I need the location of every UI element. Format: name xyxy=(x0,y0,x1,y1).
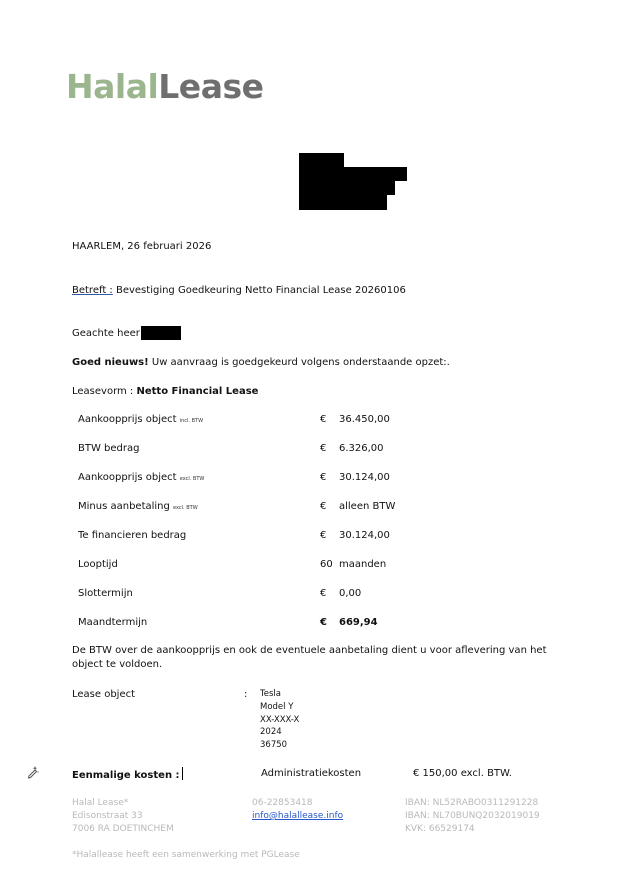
lease-object-label: Lease object xyxy=(72,689,136,700)
footer-email-link[interactable]: info@halallease.info xyxy=(252,811,344,821)
footer-company-name: Halal Lease* xyxy=(72,798,129,808)
lease-object-colon: : xyxy=(244,689,248,700)
row-value: alleen BTW xyxy=(339,501,396,512)
row-note: incl. BTW xyxy=(179,418,204,424)
lease-object-plate: XX-XXX-X xyxy=(260,715,300,725)
row-currency: € xyxy=(320,617,327,628)
row-value: 36.450,00 xyxy=(339,414,390,425)
row-label: Looptijd xyxy=(78,559,118,570)
row-label: Aankoopprijs object excl. BTW xyxy=(78,472,205,483)
subject-text: Bevestiging Goedkeuring Netto Financial Lease 20260106 xyxy=(112,285,406,296)
btw-notice-line-2: object te voldoen. xyxy=(72,659,163,670)
row-label: Maandtermijn xyxy=(78,617,148,628)
row-currency: € xyxy=(320,588,327,599)
redacted-address-line-3 xyxy=(299,181,395,195)
redacted-address-line-1 xyxy=(299,153,344,167)
text-cursor[interactable] xyxy=(182,767,183,780)
row-label: Te financieren bedrag xyxy=(78,530,187,541)
lease-form-label: Leasevorm : xyxy=(72,386,137,397)
date-line: HAARLEM, 26 februari 2026 xyxy=(72,241,212,252)
row-note: excl. BTW xyxy=(173,505,198,511)
row-label: BTW bedrag xyxy=(78,443,140,454)
row-currency: 60 xyxy=(320,559,333,570)
footer-city: 7006 RA DOETINCHEM xyxy=(72,824,174,834)
row-currency: € xyxy=(320,530,327,541)
redacted-address-line-4 xyxy=(299,195,387,210)
subject-label: Betreft : xyxy=(72,285,113,296)
btw-notice-line-1: De BTW over de aankoopprijs en ook de eventuele aanbetaling dient u voor aflevering van het xyxy=(72,645,547,656)
redacted-name xyxy=(141,326,181,340)
row-value: maanden xyxy=(339,559,387,570)
footer-iban-2: IBAN: NL70BUNQ2032019019 xyxy=(405,811,540,821)
row-value: 30.124,00 xyxy=(339,472,390,483)
one-time-costs-amount: € 150,00 excl. BTW. xyxy=(413,768,512,779)
lease-form-line xyxy=(72,386,258,397)
row-currency: € xyxy=(320,501,327,512)
lease-object-model: Model Y xyxy=(260,702,294,712)
row-value: 669,94 xyxy=(339,617,378,628)
row-value: 6.326,00 xyxy=(339,443,384,454)
row-label: Minus aanbetaling excl. BTW xyxy=(78,501,198,512)
good-news-bold: Goed nieuws! xyxy=(72,357,149,368)
row-value: 0,00 xyxy=(339,588,362,599)
lease-form-value: Netto Financial Lease xyxy=(136,386,259,397)
footer-kvk: KVK: 66529174 xyxy=(405,824,475,834)
good-news-line xyxy=(72,357,450,368)
lease-object-year: 2024 xyxy=(260,727,282,737)
footer-phone: 06-22853418 xyxy=(252,798,313,808)
logo-part-halal: Halal xyxy=(66,67,159,106)
row-currency: € xyxy=(320,443,327,454)
redacted-address-line-2 xyxy=(299,167,407,181)
row-value: 30.124,00 xyxy=(339,530,390,541)
footer-street: Edisonstraat 33 xyxy=(72,811,143,821)
row-label: Slottermijn xyxy=(78,588,133,599)
row-note: excl. BTW xyxy=(179,476,205,482)
lease-object-mileage: 36750 xyxy=(260,740,288,750)
logo-part-lease: Lease xyxy=(158,67,264,106)
one-time-costs-item: Administratiekosten xyxy=(261,768,362,779)
company-logo xyxy=(66,67,264,106)
row-currency: € xyxy=(320,472,327,483)
sparkle-pen-icon[interactable] xyxy=(26,765,40,779)
footer-iban-1: IBAN: NL52RABO0311291228 xyxy=(405,798,539,808)
row-currency: € xyxy=(320,414,327,425)
footer-note: *Halallease heeft een samenwerking met PGLease xyxy=(72,850,300,860)
salutation xyxy=(72,328,140,339)
good-news-rest: Uw aanvraag is goedgekeurd volgens onderstaande opzet:. xyxy=(148,357,450,368)
lease-object-brand: Tesla xyxy=(260,689,281,699)
row-label: Aankoopprijs object incl. BTW xyxy=(78,414,204,425)
salutation-text: Geachte heer xyxy=(72,328,140,339)
one-time-costs-label: Eenmalige kosten : xyxy=(72,767,183,781)
subject-line xyxy=(72,285,406,296)
